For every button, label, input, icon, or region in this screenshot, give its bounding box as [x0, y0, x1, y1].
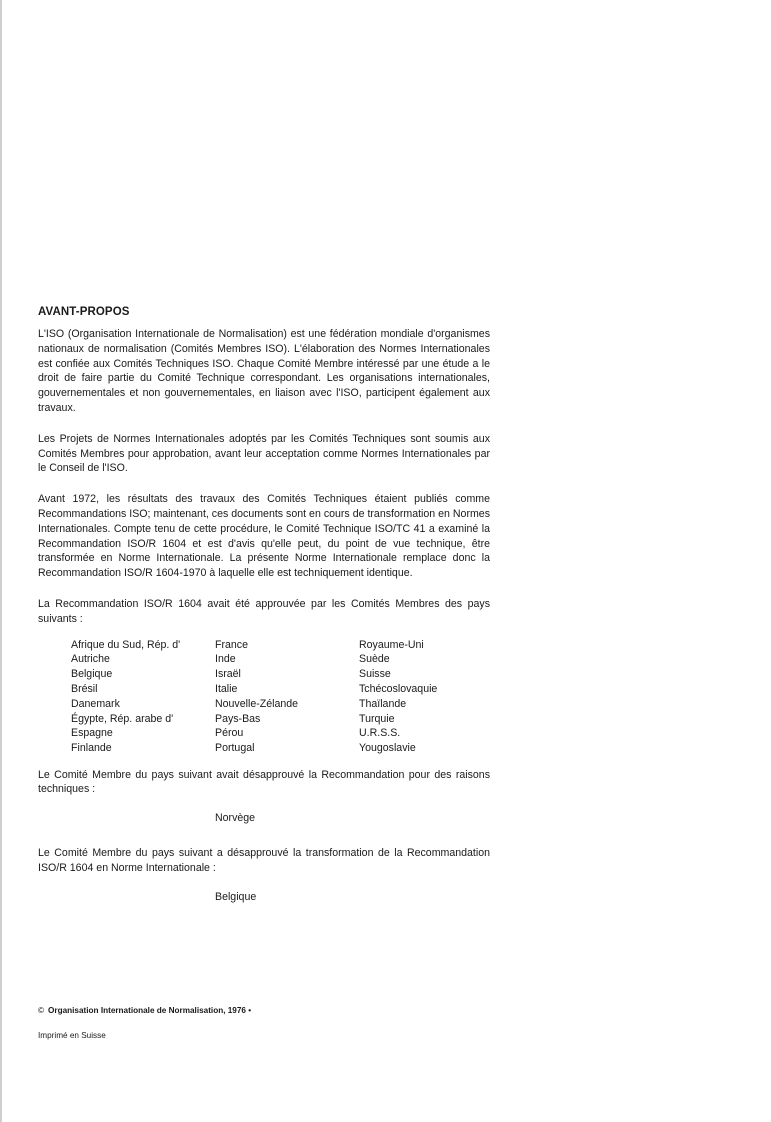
country-item: Israël [215, 668, 241, 681]
country-item: Suède [359, 653, 390, 666]
country-item: France [215, 638, 248, 651]
country-item: Afrique du Sud, Rép. d' [71, 638, 181, 651]
country-item: Finlande [71, 742, 112, 755]
country-item: Pays-Bas [215, 712, 261, 725]
foreword-section [38, 306, 490, 904]
page-edge [0, 0, 2, 1122]
countries-column-3 [359, 638, 437, 756]
copyright-line [38, 1006, 490, 1015]
countries-column-1 [71, 638, 180, 756]
country-item: Turquie [359, 712, 395, 725]
country-item: Espagne [71, 727, 113, 740]
country-item: Pérou [215, 727, 244, 740]
country-item: Portugal [215, 742, 255, 755]
country-item: Thaïlande [359, 697, 407, 710]
country-item: U.R.S.S. [359, 727, 401, 740]
country-item: Danemark [71, 697, 120, 710]
paragraph-iso-intro: L'ISO (Organisation Internationale de Normalisation) est une fédération mondiale d'organismes nationaux de normalisation (Comités Membres ISO). L'élaboration des Normes Internationales est confiée aux Comités Techniques ISO. Chaque Comité Membre intéressé par une étude a le droit de faire partie du Comité Technique correspondant. Les organisations internationales, gouvernementales et non gouvernementales, en liaison avec l'ISO, participent également aux travaux. [38, 328, 490, 414]
country-item: Autriche [71, 653, 110, 666]
country-item: Suisse [359, 668, 391, 681]
country-item: Belgique [71, 668, 113, 681]
printed-in: Imprimé en Suisse [38, 1031, 106, 1040]
approving-countries-list [38, 638, 490, 760]
transformation-disapproving-country: Belgique [215, 890, 257, 903]
copyright-icon: © [38, 1006, 45, 1015]
paragraph-transformation-disapproval: Le Comité Membre du pays suivant a désapprouvé la transformation de la Recommandation ISO/R 1604 en Norme Internationale : [38, 846, 490, 874]
country-item: Italie [215, 682, 238, 695]
page-footer [38, 1006, 490, 1040]
countries-column-2 [215, 638, 298, 756]
country-item: Égypte, Rép. arabe d' [71, 712, 174, 725]
country-item: Tchécoslovaquie [359, 682, 438, 695]
disapproving-country: Norvège [215, 812, 256, 825]
paragraph-history: Avant 1972, les résultats des travaux des Comités Techniques étaient publiés comme Recommandations ISO; maintenant, ces documents sont en cours de transformation en Normes Internationales. Compte tenu de cette procédure, le Comité Technique ISO/TC 41 a examiné la Recommandation ISO/R 1604 et est d'avis qu'elle peut, du point de vue technique, être transformée en Norme Internationale. La présente Norme Internationale remplace donc la Recommandation ISO/R 1604-1970 à laquelle elle est techniquement identique. [38, 493, 490, 580]
paragraph-approval-intro: La Recommandation ISO/R 1604 avait été approuvée par les Comités Membres des pays suivants : [38, 597, 490, 625]
country-item: Inde [215, 653, 236, 666]
paragraph-draft-standards: Les Projets de Normes Internationales adoptés par les Comités Techniques sont soumis aux Comités Membres pour approbation, avant leur acceptation comme Normes Internationales par le Conseil de l'ISO. [38, 432, 490, 475]
country-item: Nouvelle-Zélande [215, 697, 299, 710]
copyright-text: Organisation Internationale de Normalisation, 1976 • [48, 1006, 252, 1015]
foreword-heading: AVANT-PROPOS [38, 306, 130, 318]
country-item: Yougoslavie [359, 742, 416, 755]
country-item: Brésil [71, 682, 98, 695]
country-item: Royaume-Uni [359, 638, 424, 651]
paragraph-technical-disapproval: Le Comité Membre du pays suivant avait désapprouvé la Recommandation pour des raisons techniques : [38, 768, 490, 796]
